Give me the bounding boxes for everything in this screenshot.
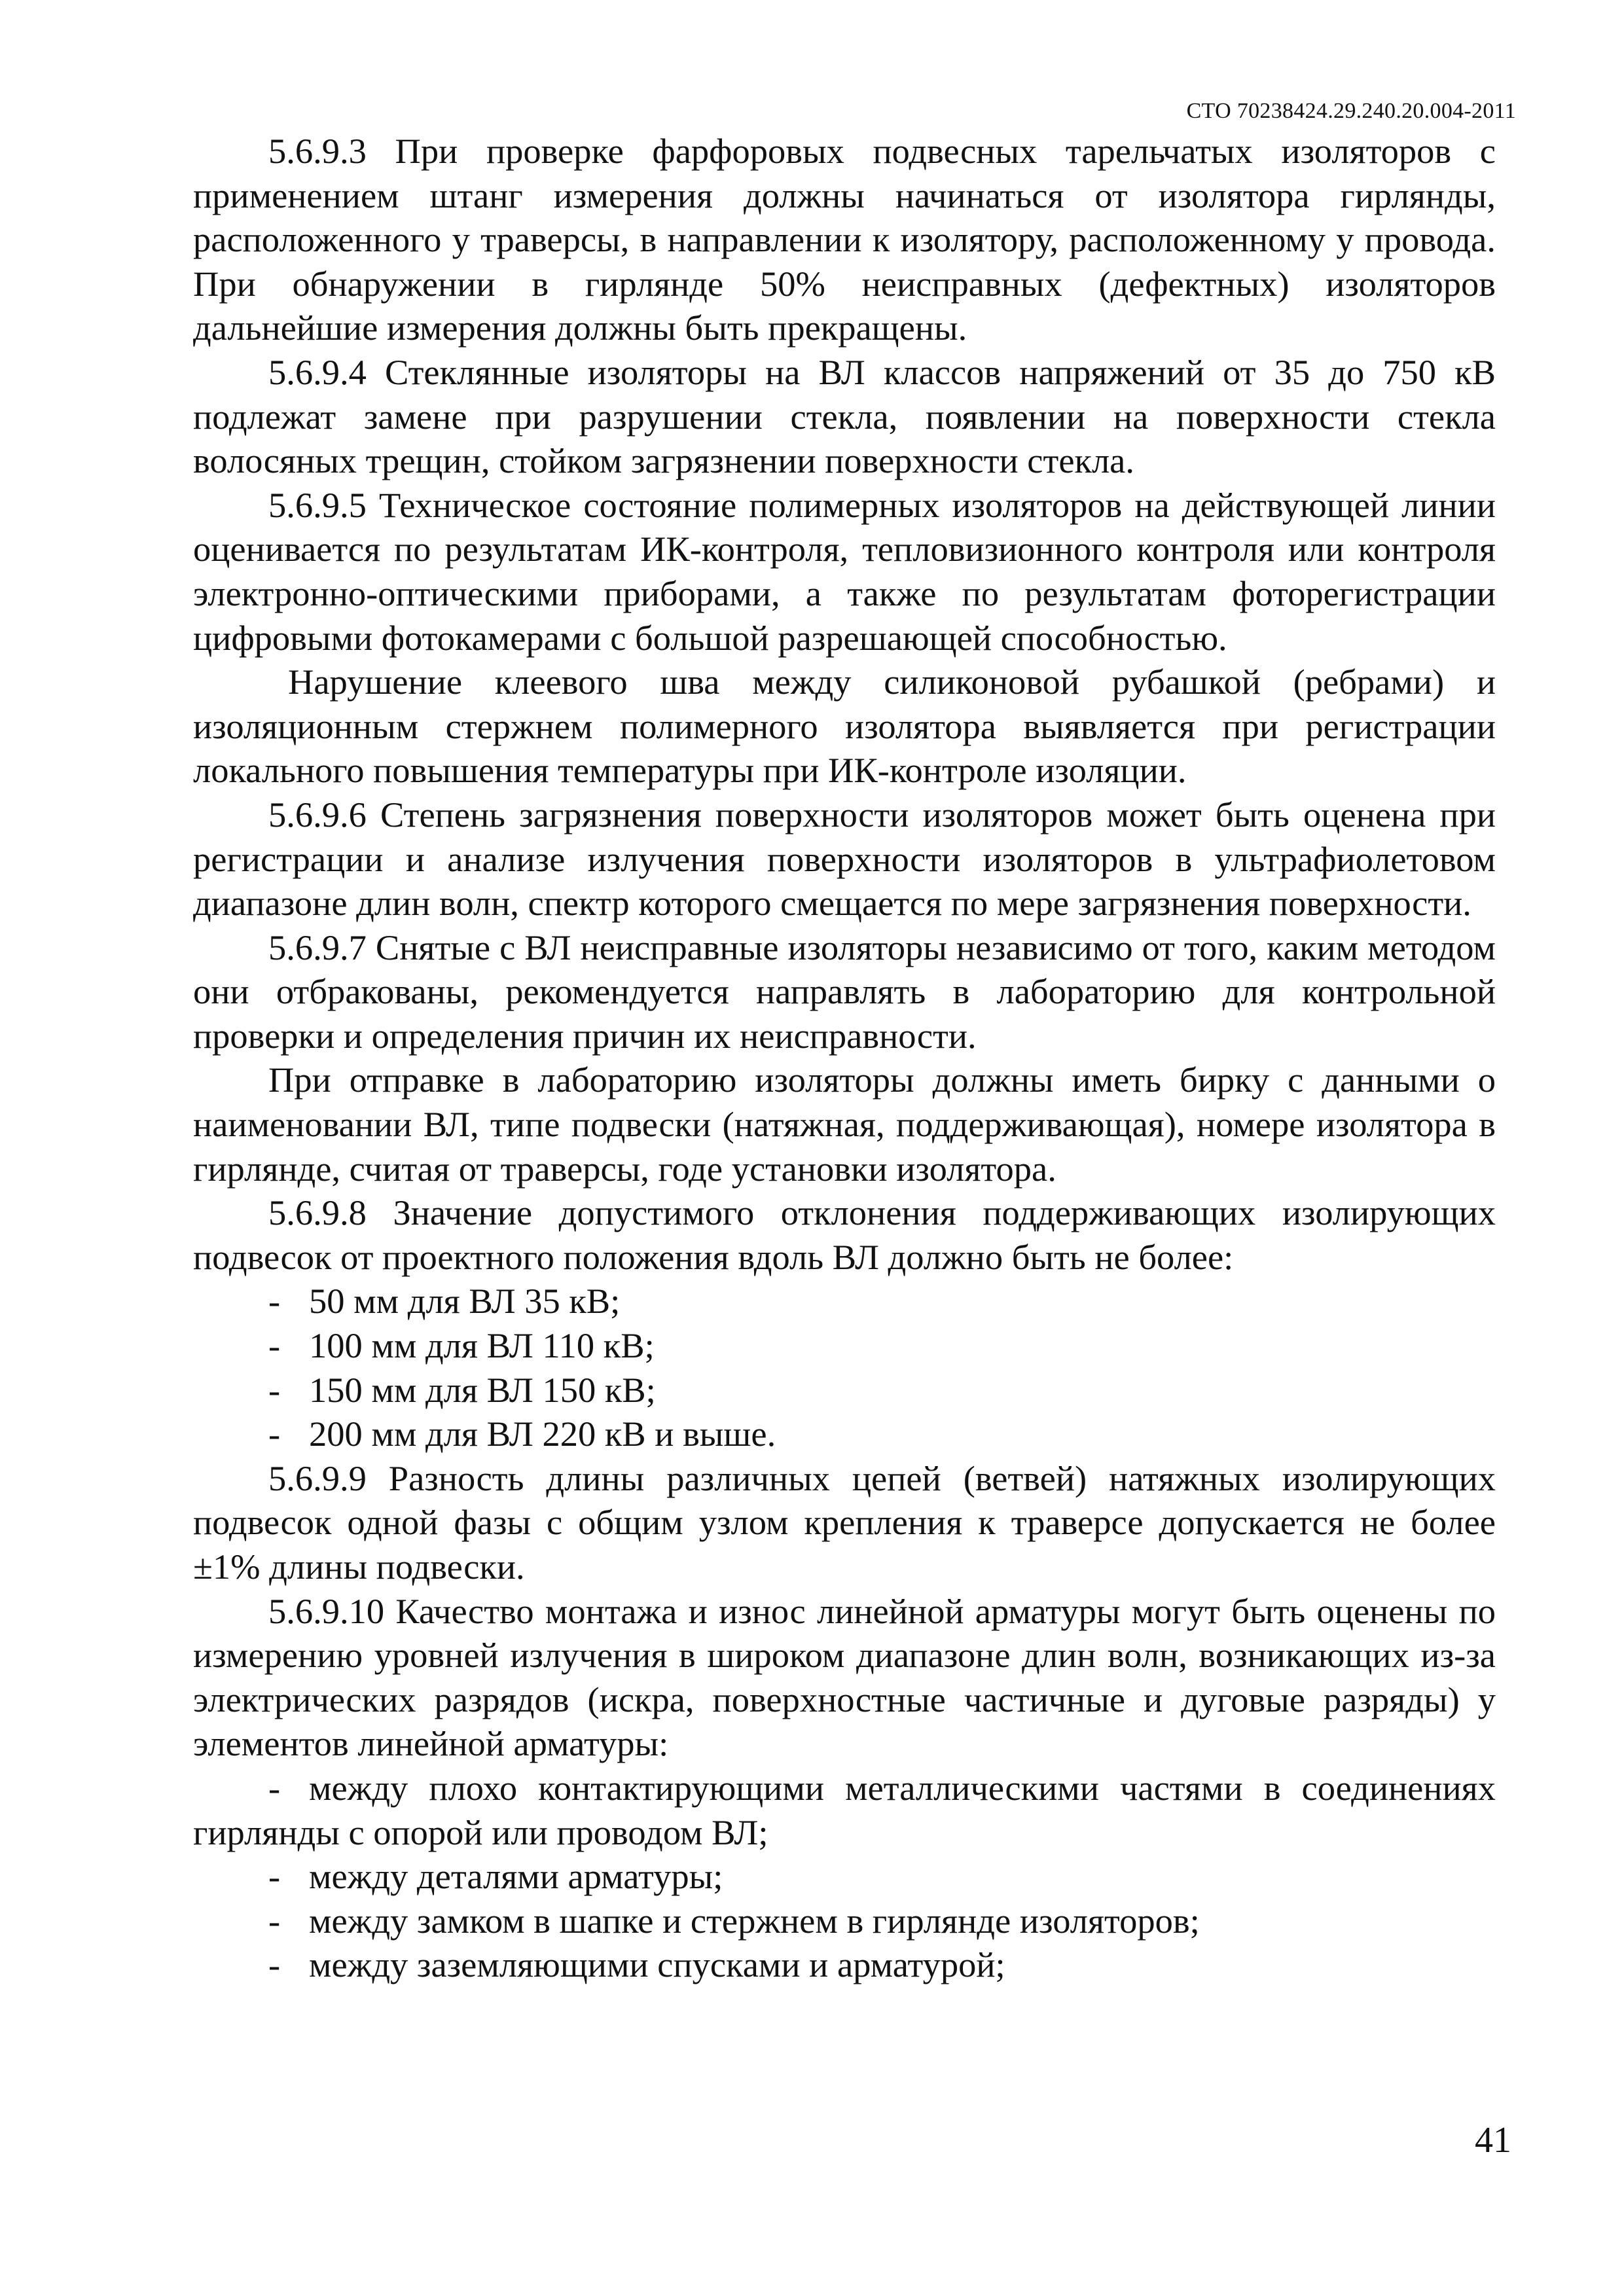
list-dash: - — [268, 1281, 281, 1321]
list-item-text: между деталями арматуры; — [309, 1856, 723, 1897]
discharge-list — [193, 1766, 1496, 1987]
deviation-list — [193, 1279, 1496, 1456]
list-dash: - — [268, 1900, 281, 1941]
page-number: 41 — [1475, 2120, 1511, 2161]
list-item-text: между плохо контактирующими металлическими частями в соединениях гирлянды с опорой или проводом ВЛ; — [193, 1767, 1496, 1852]
list-item — [193, 1279, 1496, 1323]
list-item-text: между заземляющими спусками и арматурой; — [309, 1945, 1005, 1985]
list-item-text: между замком в шапке и стержнем в гирлянде изоляторов; — [309, 1900, 1200, 1941]
list-dash: - — [268, 1325, 281, 1366]
document-code-header: СТО 70238424.29.240.20.004-2011 — [1186, 99, 1516, 123]
paragraph-adhesive-seam: Нарушение клеевого шва между силиконовой рубашкой (ребрами) и изоляционным стержнем полимерного изолятора выявляется при регистрации локального повышения температуры при ИК-контроле изоляции. — [193, 662, 1496, 791]
paragraph-5-6-9-6: 5.6.9.6 Степень загрязнения поверхности изоляторов может быть оценена при регистрации и анализе излучения поверхности изоляторов в ультрафиолетовом диапазоне длин волн, спектр которого смещается по мере загрязнения поверхности. — [193, 794, 1496, 924]
list-dash: - — [268, 1414, 281, 1454]
list-item — [193, 1943, 1496, 1987]
list-item-text: 150 мм для ВЛ 150 кВ; — [309, 1369, 656, 1410]
list-item-text: 50 мм для ВЛ 35 кВ; — [309, 1281, 621, 1321]
list-item — [193, 1323, 1496, 1368]
list-dash: - — [268, 1945, 281, 1985]
list-item-text: 200 мм для ВЛ 220 кВ и выше. — [309, 1414, 776, 1454]
paragraph-5-6-9-7: 5.6.9.7 Снятые с ВЛ неисправные изоляторы независимо от того, каким методом они отбракованы, рекомендуется направлять в лабораторию для контрольной проверки и определения причин их неисправности. — [193, 927, 1496, 1056]
list-dash: - — [268, 1767, 281, 1808]
list-dash: - — [268, 1856, 281, 1897]
document-body — [193, 129, 1496, 1987]
paragraph-5-6-9-8: 5.6.9.8 Значение допустимого отклонения поддерживающих изолирующих подвесок от проектного положения вдоль ВЛ должно быть не более: — [193, 1193, 1496, 1277]
list-item — [193, 1766, 1496, 1854]
paragraph-5-6-9-4: 5.6.9.4 Стеклянные изоляторы на ВЛ классов напряжений от 35 до 750 кВ подлежат замене при разрушении стекла, появлении на поверхности стекла волосяных трещин, стойком загрязнении поверхности стекла. — [193, 351, 1496, 481]
list-item — [193, 1368, 1496, 1412]
list-item — [193, 1854, 1496, 1899]
list-item-text: 100 мм для ВЛ 110 кВ; — [309, 1325, 655, 1366]
paragraph-5-6-9-5: 5.6.9.5 Техническое состояние полимерных изоляторов на действующей линии оценивается по результатам ИК-контроля, тепловизионного контроля или контроля электронно-оптическими приборами, а также по результатам фоторегистрации цифровыми фотокамерами с большой разрешающей способностью. — [193, 484, 1496, 658]
paragraph-lab-tag: При отправке в лабораторию изоляторы должны иметь бирку с данными о наименовании ВЛ, типе подвески (натяжная, поддерживающая), номере изолятора в гирлянде, считая от траверсы, годе установки изолятора. — [193, 1060, 1496, 1189]
list-item — [193, 1899, 1496, 1943]
paragraph-5-6-9-3: 5.6.9.3 При проверке фарфоровых подвесных тарельчатых изоляторов с применением штанг измерения должны начинаться от изолятора гирлянды, расположенного у траверсы, в направлении к изолятору, расположенному у провода. При обнаружении в гирлянде 50% неисправных (дефектных) изоляторов дальнейшие измерения должны быть прекращены. — [193, 131, 1496, 348]
list-dash: - — [268, 1369, 281, 1410]
paragraph-5-6-9-9: 5.6.9.9 Разность длины различных цепей (ветвей) натяжных изолирующих подвесок одной фазы с общим узлом крепления к траверсе допускается не более ±1% длины подвески. — [193, 1458, 1496, 1587]
paragraph-5-6-9-10: 5.6.9.10 Качество монтажа и износ линейной арматуры могут быть оценены по измерению уровней излучения в широком диапазоне длин волн, возникающих из-за электрических разрядов (искра, поверхностные частичные и дуговые разряды) у элементов линейной арматуры: — [193, 1590, 1496, 1764]
list-item — [193, 1412, 1496, 1456]
